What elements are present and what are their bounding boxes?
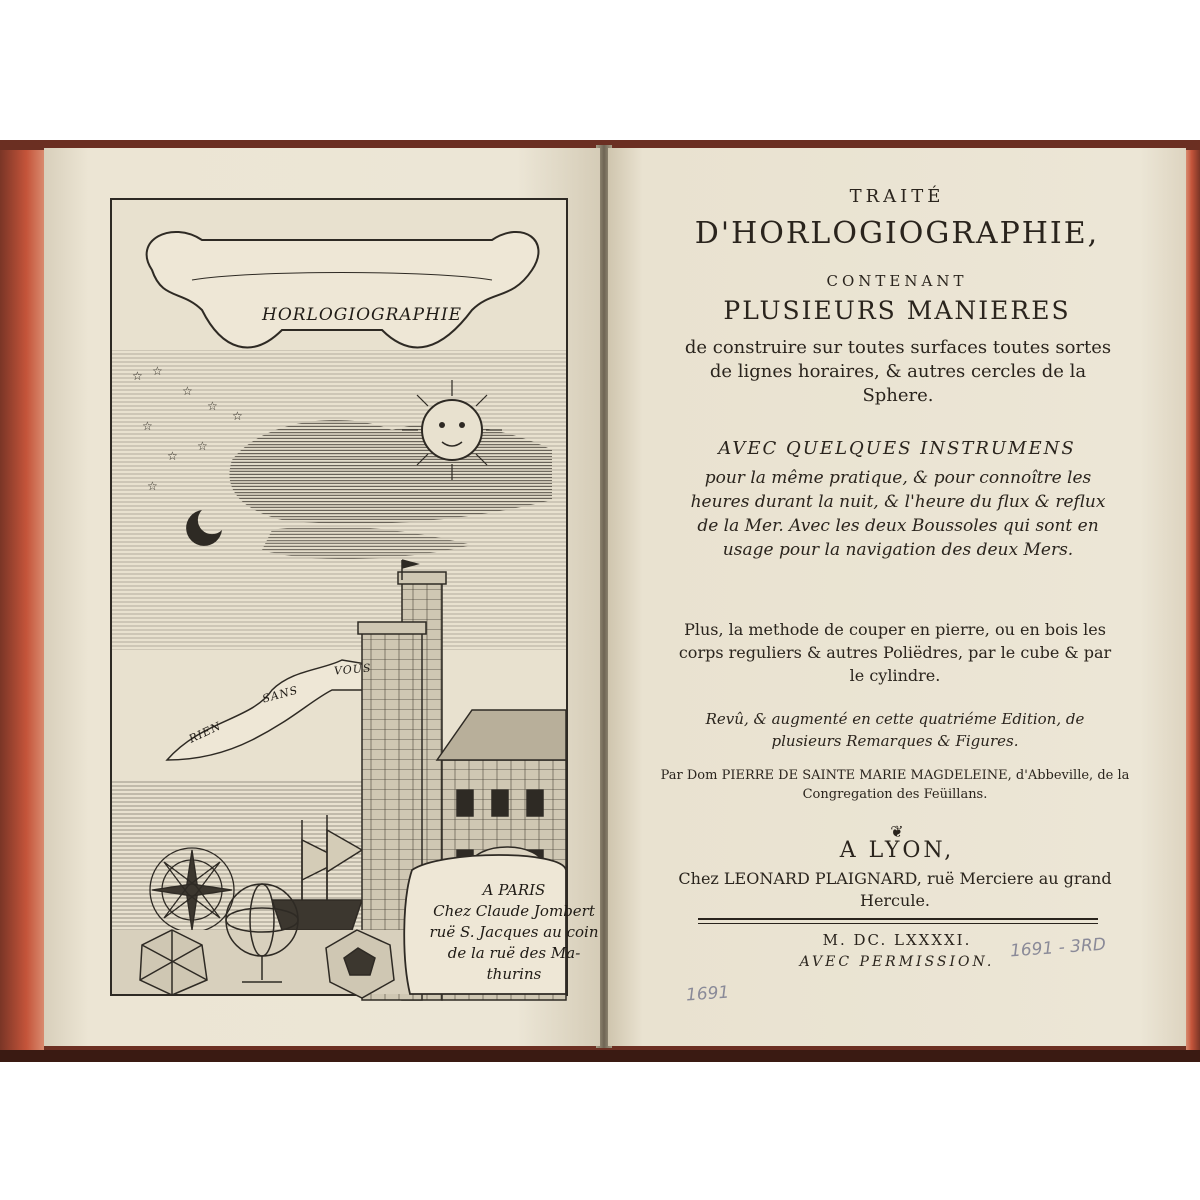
sun-face bbox=[402, 380, 502, 480]
title-date: M. DC. LXXXXI. bbox=[822, 931, 972, 949]
right-page bbox=[608, 148, 1186, 1046]
title-avec: AVEC QUELQUES INSTRUMENS bbox=[718, 438, 1076, 459]
pencil-annotation: 1691 - 3RD bbox=[1009, 934, 1107, 962]
ornament-icon: ❦ bbox=[890, 822, 904, 841]
svg-text:☆: ☆ bbox=[182, 384, 193, 398]
imprint-line: Chez Claude Jombert bbox=[433, 902, 595, 920]
title-permission: AVEC PERMISSION. bbox=[799, 954, 995, 970]
title-plusieurs: PLUSIEURS MANIERES bbox=[723, 296, 1071, 325]
title-body: de construire sur toutes surfaces toutes sortes de lignes horaires, & autres cercles de la Sphere. bbox=[684, 337, 1112, 406]
motto-word-2: SANS bbox=[260, 683, 300, 706]
right-page-edges bbox=[1186, 150, 1200, 1050]
title-author: Par Dom PIERRE DE SAINTE MARIE MAGDELEINE, d'Abbeville, de la Congregation des Feüillans. bbox=[660, 768, 1130, 802]
pencil-annotation-faint: 1691 bbox=[685, 982, 730, 1006]
svg-text:☆: ☆ bbox=[147, 479, 158, 493]
motto-word-3: VOUS bbox=[333, 661, 373, 678]
svg-text:☆: ☆ bbox=[152, 364, 163, 378]
svg-text:☆: ☆ bbox=[232, 409, 243, 423]
imprint-line: ruë S. Jacques au coin bbox=[429, 923, 599, 941]
frontispiece-engraving bbox=[110, 198, 599, 996]
title-rule-thin bbox=[698, 923, 1098, 924]
svg-text:☆: ☆ bbox=[142, 419, 153, 433]
title-rule bbox=[698, 918, 1098, 920]
title-traite: TRAITÉ bbox=[849, 186, 945, 207]
svg-text:☆: ☆ bbox=[132, 369, 143, 383]
title-publisher: Chez LEONARD PLAIGNARD, ruë Merciere au grand Hercule. bbox=[678, 869, 1112, 910]
left-page bbox=[44, 148, 600, 1046]
motto-word-1: RIEN bbox=[186, 719, 224, 746]
svg-text:☆: ☆ bbox=[207, 399, 218, 413]
left-page-edges bbox=[0, 150, 44, 1050]
title-edition-text: Revû, & augmenté en cette quatriéme Edition, de plusieurs Remarques & Figures. bbox=[705, 710, 1085, 750]
book-shadow bbox=[0, 1050, 1200, 1062]
title-city: A LYON, bbox=[839, 838, 955, 863]
compass-rose bbox=[150, 848, 234, 932]
svg-text:☆: ☆ bbox=[167, 449, 178, 463]
title-methode-text: Plus, la methode de couper en pierre, ou en bois les corps reguliers & autres Poliëdres, par le cube & par le cylindre. bbox=[678, 620, 1112, 685]
frontispiece-banner: HORLOGIOGRAPHIE bbox=[262, 305, 463, 325]
svg-text:☆: ☆ bbox=[197, 439, 208, 453]
imprint-line: de la ruë des Ma- bbox=[447, 944, 581, 962]
imprint-line: A PARIS bbox=[482, 881, 546, 899]
title-instruments-text: pour la même pratique, & pour connoître les heures durant la nuit, & l'heure du flux & reflux de la Mer. Avec les deux Boussoles qui sont en usage pour la navigation des deux Mers. bbox=[690, 468, 1106, 560]
frontispiece-imprint bbox=[414, 880, 614, 985]
title-main: D'HORLOGIOGRAPHIE, bbox=[694, 216, 1100, 251]
title-contenant: CONTENANT bbox=[826, 272, 968, 290]
imprint-line: thurins bbox=[486, 965, 542, 983]
